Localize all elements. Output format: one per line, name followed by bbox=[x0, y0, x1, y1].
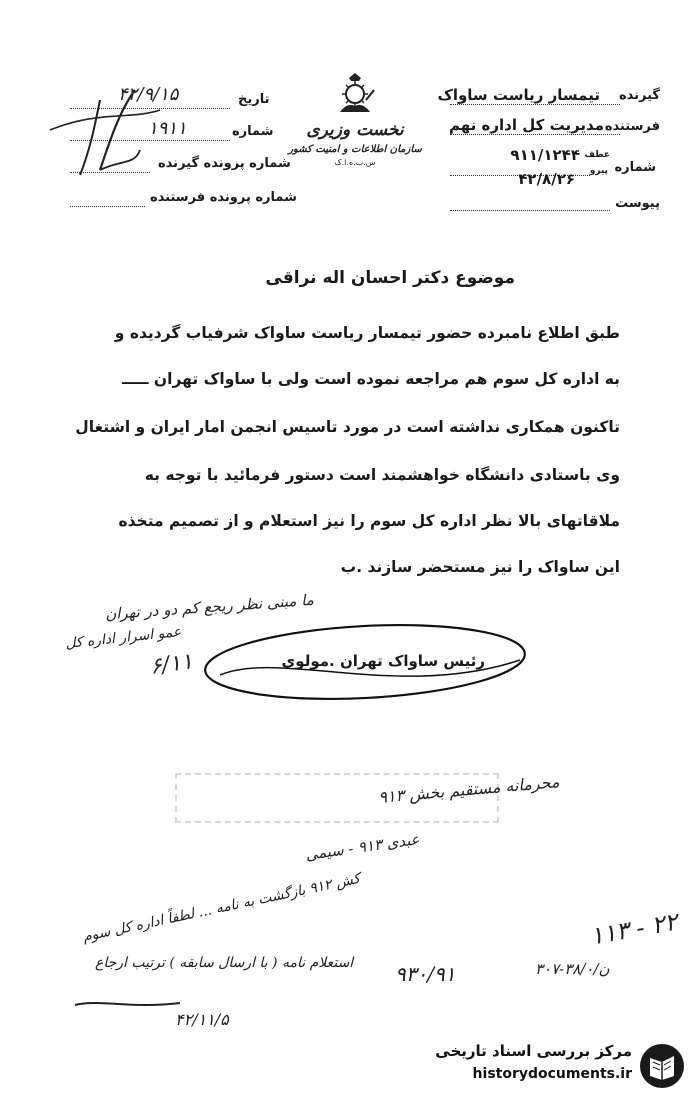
emblem-subtitle: سازمان اطلاعات و امنیت کشور bbox=[288, 144, 422, 155]
sender-value: مدیریت کل اداره نهم bbox=[449, 116, 604, 134]
body-line: به اداره کل سوم هم مراجعه نموده است ولی با ساواک تهران ـــــ bbox=[122, 370, 620, 388]
handwritten-note-1b: عمو اسرار اداره کل bbox=[64, 623, 182, 653]
handwritten-note-1: ما مبنی نظر ریجع کم دو در تهران bbox=[104, 590, 315, 624]
label-attachment: پیوست bbox=[615, 196, 660, 211]
body-line: طبق اطلاع نامبرده حضور تیمسار ریاست ساواک شرفیاب گردیده و bbox=[114, 324, 620, 342]
body-line: ملاقاتهای بالا نظر اداره کل سوم را نیز استعلام و از تصمیم متخذه bbox=[118, 512, 620, 530]
book-logo-icon bbox=[638, 1042, 686, 1090]
label-recipient-file: شماره پرونده گیرنده bbox=[158, 156, 291, 171]
number-left-value: ۱۹۱۱ bbox=[148, 118, 187, 139]
handwritten-note-4: عبدی ۹۱۳ - سیمی bbox=[304, 830, 421, 864]
header-block bbox=[0, 0, 700, 230]
signature-text: رئیس ساواک تهران .مولوی bbox=[281, 652, 485, 670]
watermark-url: historydocuments.ir bbox=[472, 1066, 632, 1082]
attachment-line bbox=[450, 210, 610, 211]
label-date: تاریخ bbox=[238, 92, 270, 107]
label-number-ref: عطف bbox=[584, 150, 610, 160]
recipient-value: تیمسار ریاست ساواک bbox=[437, 86, 600, 104]
body-line: این ساواک را نیز مستحضر سازند .ب bbox=[340, 558, 620, 576]
label-sender: فرستنده bbox=[604, 119, 660, 134]
handwritten-line-b: استعلام نامه ( با ارسال سابقه ) ترتیب ارجاع bbox=[95, 955, 354, 971]
subject: موضوع دکتر احسان اله نراقی bbox=[265, 268, 515, 288]
handwritten-note-2: محرمانه مستقیم بخش ۹۱۳ bbox=[377, 772, 561, 807]
number-value-1: ۹۱۱/۱۲۴۴ bbox=[510, 146, 580, 164]
handwritten-ref-1: ۹۳۰/۹۱ bbox=[395, 962, 456, 986]
body-line: وی باستادی دانشگاه خواهشمند است دستور فرمائید با توجه به bbox=[144, 466, 620, 484]
header-handwriting-scribble bbox=[40, 70, 240, 190]
date-value: ۴۲/۹/۱۵ bbox=[118, 84, 179, 105]
handwritten-underline bbox=[70, 995, 190, 1015]
watermark-title: مرکز بررسی اسناد تاریخی bbox=[435, 1042, 632, 1060]
handwritten-date-1: ۶/۱۱ bbox=[148, 649, 195, 680]
emblem-code: س.ب.ه.ا.ک bbox=[334, 158, 376, 167]
handwritten-ref-3: ۱۱۳ - ۲۲ bbox=[588, 907, 680, 951]
lion-and-sun-emblem-icon bbox=[332, 72, 378, 118]
sender-file-line bbox=[70, 206, 145, 207]
handwritten-date-2: ۴۲/۱۱/۵ bbox=[175, 1010, 229, 1029]
recipient-line bbox=[450, 104, 620, 105]
label-number: شماره bbox=[614, 160, 656, 175]
handwritten-line-a: کش ۹۱۲ بازگشت به نامه ... لطفاً اداره کل سوم bbox=[81, 870, 362, 946]
handwritten-ref-2: ۳۰۷-۳۸/۰/ن bbox=[535, 960, 610, 978]
watermark bbox=[390, 1038, 690, 1094]
label-number-left: شماره bbox=[232, 124, 274, 139]
label-sender-file: شماره پرونده فرستنده bbox=[150, 190, 297, 205]
emblem-title: نخست وزیری bbox=[306, 120, 404, 140]
sender-line bbox=[450, 134, 620, 135]
number-value-2: ۴۲/۸/۲۶ bbox=[518, 170, 575, 188]
body-line: تاکنون همکاری نداشته است در مورد تاسیس انجمن امار ایران و اشتغال bbox=[75, 418, 620, 436]
label-number-follow: پیرو bbox=[589, 166, 608, 176]
emblem bbox=[288, 72, 422, 212]
label-recipient: گیرنده bbox=[618, 88, 660, 103]
